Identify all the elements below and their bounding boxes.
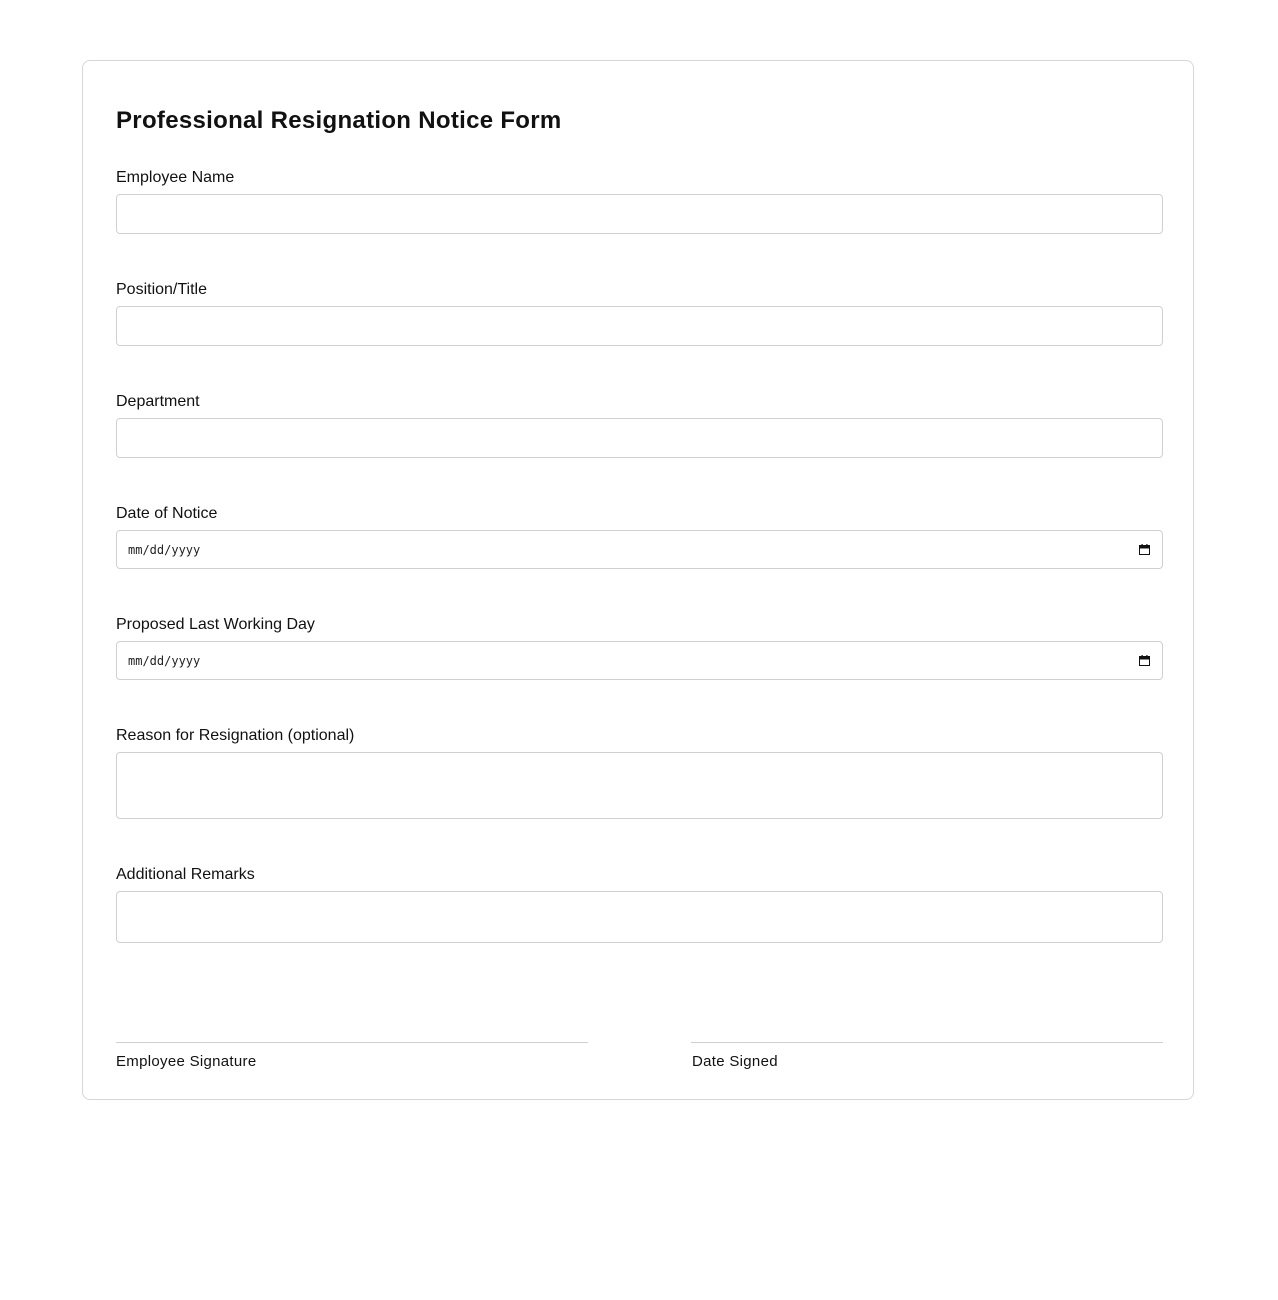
position-title-label: Position/Title bbox=[116, 281, 207, 298]
department-label: Department bbox=[116, 393, 200, 410]
form-title: Professional Resignation Notice Form bbox=[116, 107, 562, 134]
reason-textarea[interactable] bbox=[116, 752, 1163, 819]
last-working-day-input[interactable] bbox=[116, 641, 1163, 680]
employee-signature-line[interactable] bbox=[116, 1042, 588, 1043]
last-working-day-placeholder: mm/dd/yyyy bbox=[128, 653, 201, 668]
date-of-notice-input[interactable] bbox=[116, 530, 1163, 569]
calendar-icon[interactable] bbox=[1139, 655, 1150, 666]
position-title-input[interactable] bbox=[116, 306, 1163, 346]
remarks-textarea[interactable] bbox=[116, 891, 1163, 943]
date-signed-label: Date Signed bbox=[692, 1053, 778, 1070]
date-signed-line[interactable] bbox=[691, 1042, 1163, 1043]
employee-signature-label: Employee Signature bbox=[116, 1053, 257, 1070]
department-input[interactable] bbox=[116, 418, 1163, 458]
employee-name-input[interactable] bbox=[116, 194, 1163, 234]
reason-label: Reason for Resignation (optional) bbox=[116, 727, 355, 744]
resignation-form-card bbox=[82, 60, 1194, 1100]
last-working-day-label: Proposed Last Working Day bbox=[116, 616, 315, 633]
date-of-notice-placeholder: mm/dd/yyyy bbox=[128, 542, 201, 557]
calendar-icon[interactable] bbox=[1139, 544, 1150, 555]
remarks-label: Additional Remarks bbox=[116, 866, 255, 883]
employee-name-label: Employee Name bbox=[116, 169, 235, 186]
date-of-notice-label: Date of Notice bbox=[116, 505, 218, 522]
